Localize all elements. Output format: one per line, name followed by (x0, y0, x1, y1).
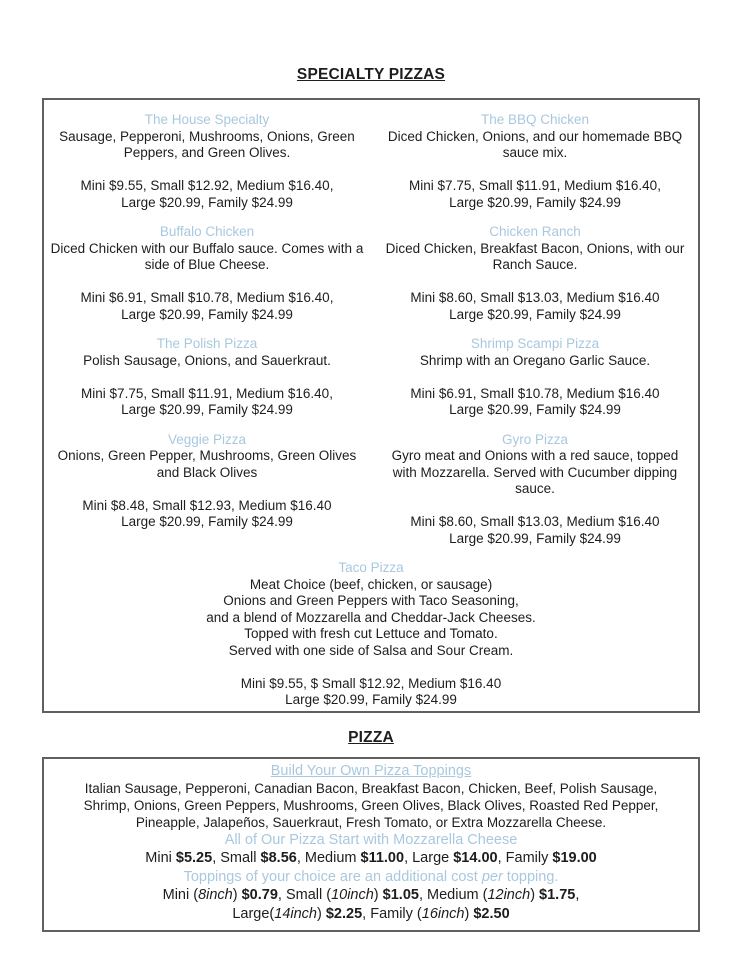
price-line: Mini $9.55, $ Small $12.92, Medium $16.40 (240, 675, 502, 691)
item-name: The House Specialty (144, 112, 270, 127)
price-line: Mini $6.91, Small $10.78, Medium $16.40, (80, 290, 334, 305)
item-description: Shrimp with an Oregano Garlic Sauce. (419, 352, 651, 368)
menu-item-gyro-pizza (378, 432, 692, 548)
item-name: Taco Pizza (338, 560, 404, 575)
price-line: Mini $9.55, Small $12.92, Medium $16.40, (80, 178, 334, 193)
price-line: Mini $6.91, Small $10.78, Medium $16.40 (410, 385, 660, 401)
item-name: Chicken Ranch (489, 224, 581, 239)
price-line: Large $20.99, Family $24.99 (121, 514, 293, 529)
item-prices (50, 178, 364, 211)
specialty-pizzas-title (0, 0, 742, 84)
menu-item-bbq-chicken (378, 112, 692, 211)
price-line: Large $20.99, Family $24.99 (449, 306, 621, 322)
price-line: Mini $7.75, Small $11.91, Medium $16.40, (409, 178, 661, 193)
pizza-title-text: PIZZA (348, 728, 394, 746)
topping-prices-line-2: Large(14inch) $2.25, Family (16inch) $2.50 (232, 905, 510, 922)
price-line: Mini $8.48, Small $12.93, Medium $16.40 (82, 497, 332, 513)
item-name: Veggie Pizza (167, 431, 247, 447)
item-prices (378, 386, 692, 419)
item-name: Buffalo Chicken (159, 224, 255, 239)
item-description (50, 577, 692, 660)
item-description: Diced Chicken, Breakfast Bacon, Onions, with our Ranch Sauce. (385, 240, 685, 272)
item-name: Gyro Pizza (501, 431, 569, 447)
pizza-title (0, 713, 742, 747)
description-line: Onions and Green Peppers with Taco Seasoning, (223, 593, 519, 608)
item-name: The Polish Pizza (156, 336, 258, 351)
description-line: and a blend of Mozzarella and Cheddar-Jack Cheeses. (206, 609, 536, 625)
price-line: Large $20.99, Family $24.99 (285, 692, 457, 707)
price-line: Mini $7.75, Small $11.91, Medium $16.40, (81, 385, 333, 401)
item-description: Diced Chicken, Onions, and our homemade BBQ sauce mix. (387, 128, 683, 160)
item-description: Polish Sausage, Onions, and Sauerkraut. (83, 352, 331, 368)
price-line: Large $20.99, Family $24.99 (121, 194, 293, 210)
start-with-mozzarella-line: All of Our Pizza Start with Mozzarella Cheese (224, 831, 518, 848)
topping-cost-note: Toppings of your choice are an additional cost per topping. (183, 868, 559, 885)
item-prices (50, 290, 364, 323)
item-name: Shrimp Scampi Pizza (470, 336, 600, 351)
price-line: Large $20.99, Family $24.99 (449, 530, 621, 546)
item-name: The BBQ Chicken (480, 112, 590, 127)
menu-item-house-specialty (50, 112, 364, 211)
specialty-pizzas-section (42, 98, 700, 713)
menu-item-veggie-pizza (50, 432, 364, 548)
menu-item-shrimp-scampi (378, 336, 692, 419)
toppings-list: Italian Sausage, Pepperoni, Canadian Bacon, Breakfast Bacon, Chicken, Beef, Polish Sausage, Shrimp, Onions, Green Peppers, Mushrooms, Green Olives, Black Olives, Roasted Red Pepper, Pineapple, Jalapeños, Sauerkraut, Fresh Tomato, or Extra Mozzarella Cheese. (83, 780, 659, 830)
description-line: Meat Choice (beef, chicken, or sausage) (249, 576, 493, 592)
description-line: Topped with fresh cut Lettuce and Tomato. (244, 626, 498, 641)
item-description: Gyro meat and Onions with a red sauce, topped with Mozzarella. Served with Cucumber dipping sauce. (391, 448, 679, 496)
price-line: Mini $8.60, Small $13.03, Medium $16.40 (410, 514, 660, 529)
specialty-items-grid (50, 112, 692, 547)
menu-item-polish-pizza (50, 336, 364, 419)
menu-item-taco-pizza (50, 560, 692, 709)
item-prices (378, 514, 692, 547)
build-your-own-toppings-title: Build Your Own Pizza Toppings (270, 762, 472, 779)
specialty-pizzas-title-text: SPECIALTY PIZZAS (296, 66, 446, 83)
menu-item-buffalo-chicken (50, 224, 364, 323)
item-prices (50, 386, 364, 419)
description-line: Served with one side of Salsa and Sour Cream. (228, 642, 514, 658)
price-line: Mini $8.60, Small $13.03, Medium $16.40 (410, 290, 660, 305)
price-line: Large $20.99, Family $24.99 (121, 306, 293, 322)
item-description: Sausage, Pepperoni, Mushrooms, Onions, Green Peppers, and Green Olives. (59, 128, 355, 160)
item-description: Onions, Green Pepper, Mushrooms, Green Olives and Black Olives (57, 448, 357, 480)
menu-item-chicken-ranch (378, 224, 692, 323)
item-prices (50, 498, 364, 531)
topping-prices-line-1: Mini (8inch) $0.79, Small (10inch) $1.05, Medium (12inch) $1.75, (162, 886, 580, 903)
item-prices (50, 676, 692, 709)
pizza-section (42, 757, 700, 932)
price-line: Large $20.99, Family $24.99 (449, 194, 621, 210)
price-line: Large $20.99, Family $24.99 (449, 402, 621, 417)
price-line: Large $20.99, Family $24.99 (121, 402, 293, 417)
item-prices (378, 178, 692, 211)
item-prices (378, 290, 692, 323)
item-description: Diced Chicken with our Buffalo sauce. Comes with a side of Blue Cheese. (50, 240, 364, 272)
base-pizza-prices: Mini $5.25, Small $8.56, Medium $11.00, Large $14.00, Family $19.00 (145, 849, 597, 866)
